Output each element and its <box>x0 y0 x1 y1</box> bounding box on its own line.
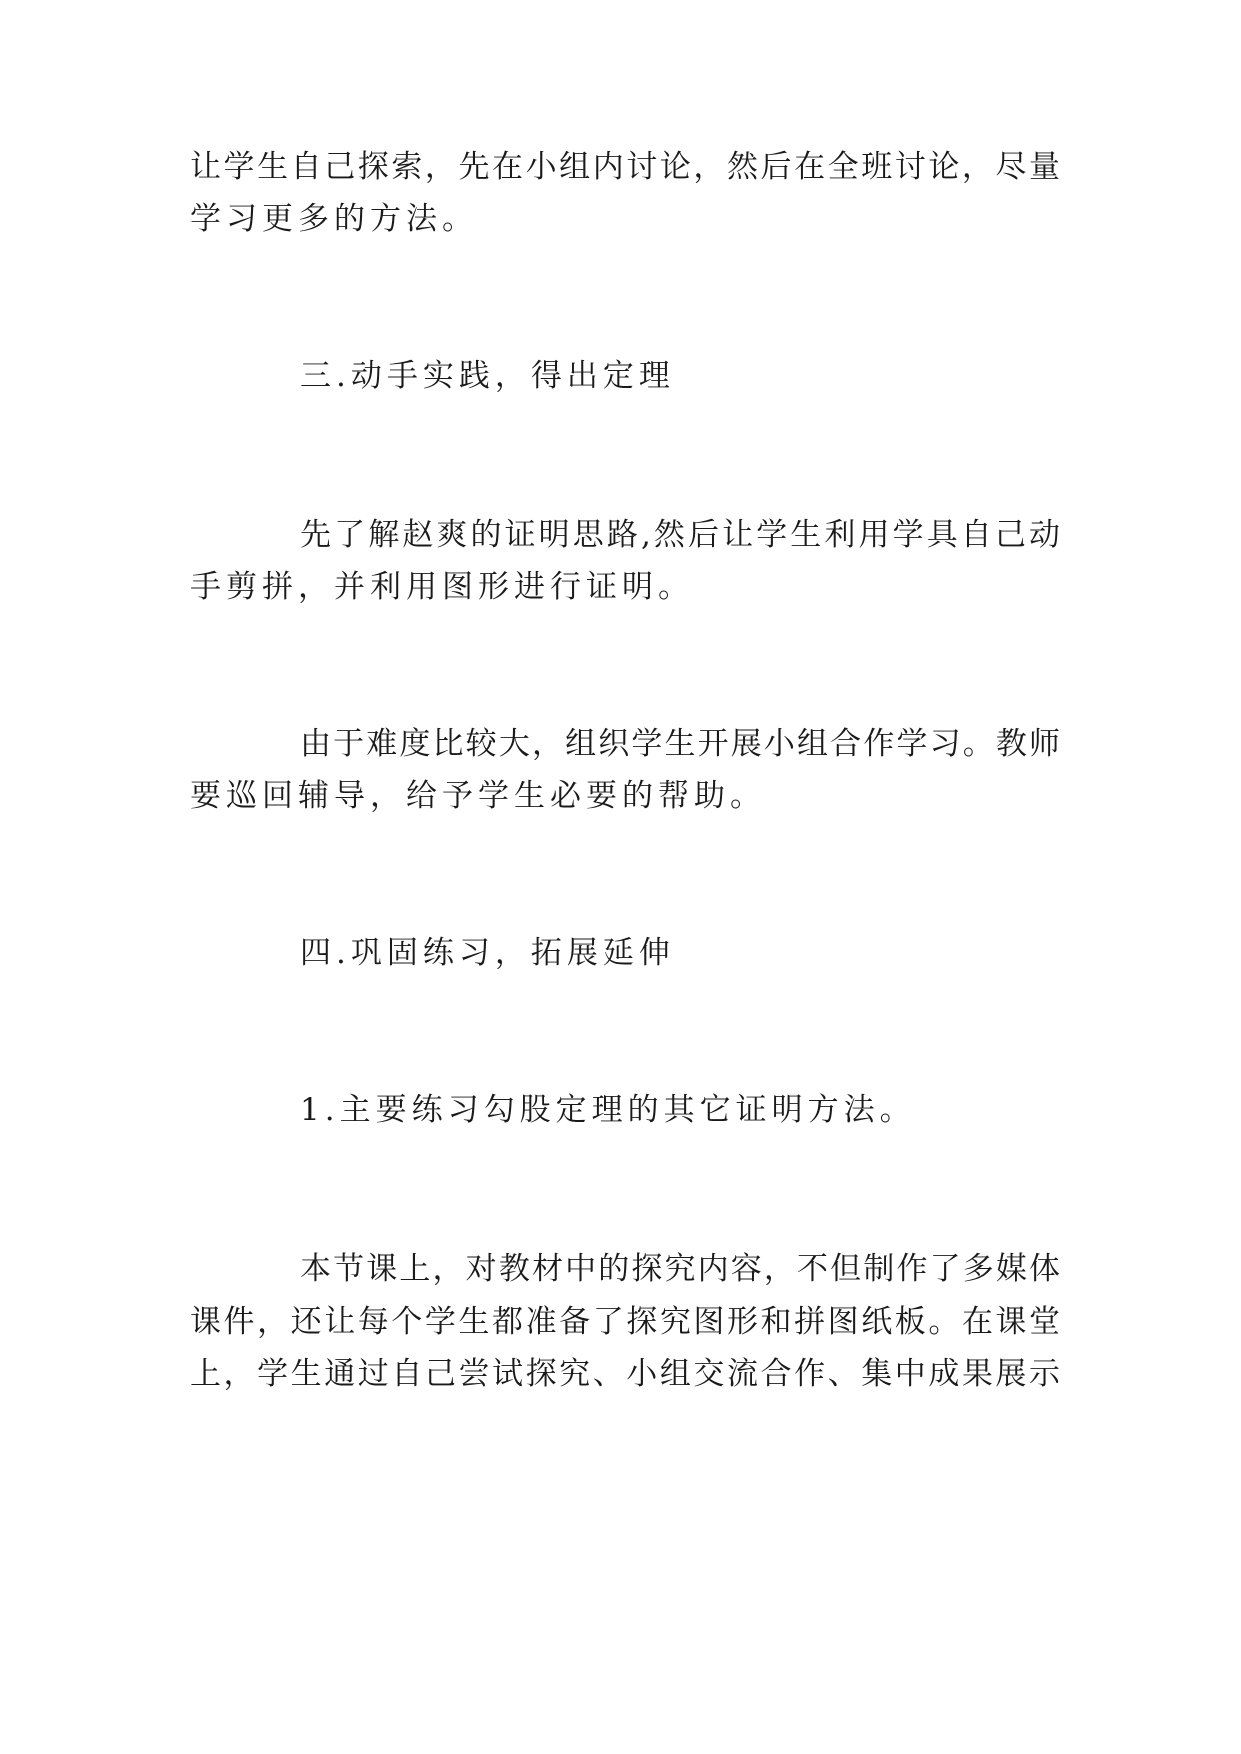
paragraph-4-line-2: 课件，还让每个学生都准备了探究图形和拼图纸板。在课堂 <box>190 1304 1060 1340</box>
section-heading-3: 三.动手实践，得出定理 <box>300 358 675 394</box>
paragraph-2-line-1: 先了解赵爽的证明思路,然后让学生利用学具自己动 <box>300 517 1060 553</box>
paragraph-4-line-3: 上，学生通过自己尝试探究、小组交流合作、集中成果展示 <box>190 1356 1060 1392</box>
paragraph-3-line-1: 由于难度比较大，组织学生开展小组合作学习。教师 <box>300 726 1060 762</box>
paragraph-2-line-2: 手剪拼，并利用图形进行证明。 <box>190 569 694 605</box>
paragraph-1-line-1: 让学生自己探索，先在小组内讨论，然后在全班讨论，尽量 <box>190 149 1060 185</box>
paragraph-1-line-2: 学习更多的方法。 <box>190 201 478 237</box>
paragraph-3-line-2: 要巡回辅导，给予学生必要的帮助。 <box>190 778 766 814</box>
section-heading-4: 四.巩固练习，拓展延伸 <box>300 935 675 971</box>
list-item-1: 1.主要练习勾股定理的其它证明方法。 <box>300 1092 916 1128</box>
paragraph-4-line-1: 本节课上，对教材中的探究内容，不但制作了多媒体 <box>300 1251 1060 1287</box>
